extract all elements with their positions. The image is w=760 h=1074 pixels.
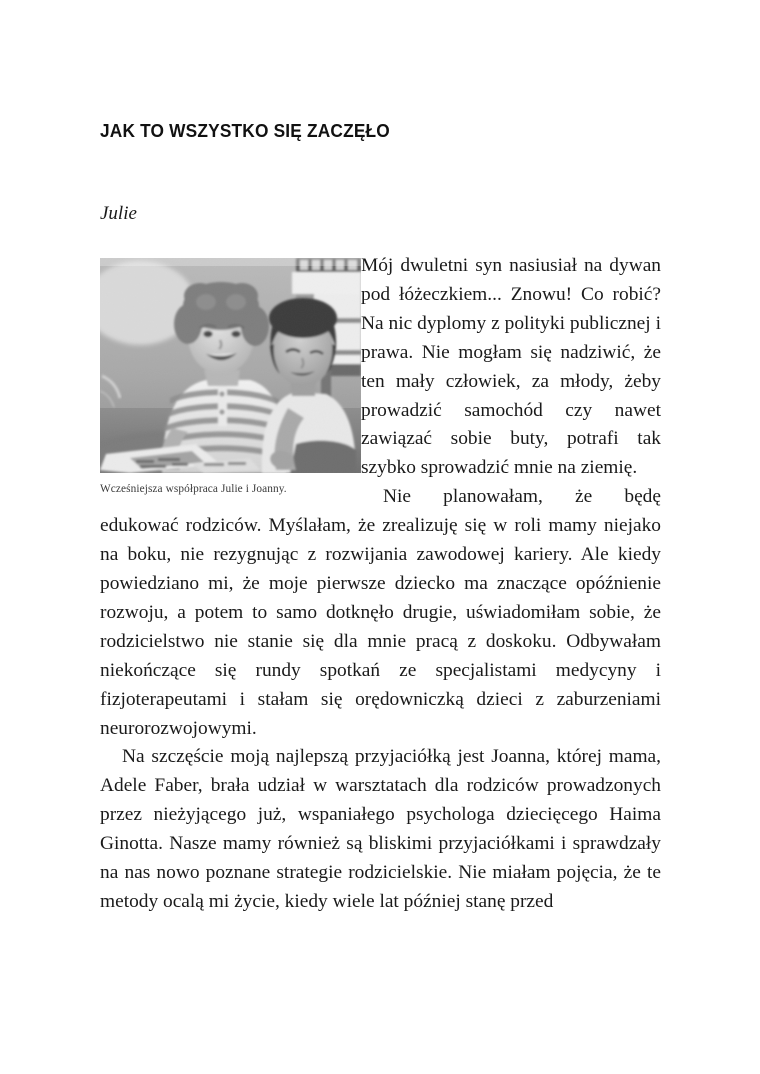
paragraph-1: Mój dwuletni syn nasiusiał na dywan pod łóżeczkiem... Znowu! Co robić? Na nic dyplomy z polityki publicznej i prawa. Nie mogłam się nadziwić, że ten mały człowiek, za młody, żeby prowadzić samochód czy nawet zawiązać sobie buty, potrafi tak szybko sprowadzić mnie na ziemię. [361, 255, 661, 479]
page-title: JAK TO WSZYSTKO SIĘ ZACZĘŁO [100, 121, 390, 141]
author-byline: Julie [100, 203, 137, 224]
body-text-block [100, 252, 661, 917]
figure-photo [100, 258, 361, 497]
figure-caption: Wcześniejsza współpraca Julie i Joanny. [100, 483, 287, 495]
paragraph-2: Nie planowałam, że będę edukować rodziców. Myślałam, że zrealizuję się w roli mamy niejako na boku, nie rezygnując z rozwijania zawodowej kariery. Ale kiedy powiedziano mi, że moje pierwsze dziecko ma znaczące opóźnienie rozwoju, a potem to samo dotknęło drugie, uświadomiłam sobie, że rodzicielstwo nie stanie się dla mnie pracą z doskoku. Odbywałam niekończące się rundy spotkań ze specjalistami medycyny i fizjoterapeutami i stałam się orędowniczką dzieci z zaburzeniami neurorozwojowymi. [100, 486, 661, 739]
page-content [100, 120, 661, 912]
paragraph-3: Na szczęście moją najlepszą przyjaciółką jest Joanna, której mama, Adele Faber, brała udział w warsztatach dla rodziców prowadzonych przez nieżyjącego już, wspaniałego psychologa dziecięcego Haima Ginotta. Nasze mamy również są bliskimi przyjaciółkami i sprawdzały na nas nowo poznane strategie rodzicielskie. Nie miałam pojęcia, że te metody ocalą mi życie, kiedy wiele lat później stanę przed [100, 746, 661, 912]
photo-two-children-reading [100, 258, 361, 473]
